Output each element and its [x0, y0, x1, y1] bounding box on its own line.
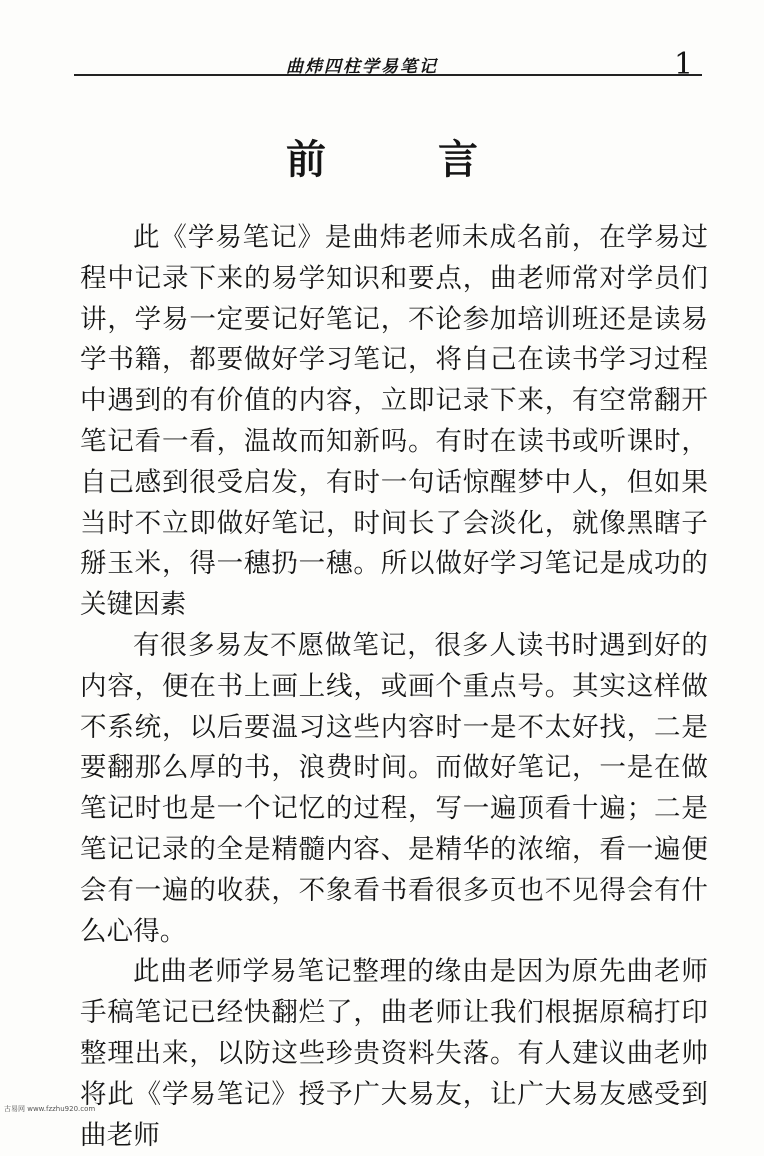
page-number: 1: [674, 47, 694, 82]
running-header-title: 曲炜四柱学易笔记: [286, 57, 438, 77]
page-title: 前 言: [286, 137, 514, 183]
paragraph-1: 此《学易笔记》是曲炜老师未成名前，在学易过程中记录下来的易学知识和要点，曲老师常对学员们讲，学易一定要记好笔记，不论参加培训班还是读易学书籍，都要做好学习笔记，将自己在读书学习过程中遇到的有价值的内容，立即记录下来，有空常翻开笔记看一看，温故而知新吗。有时在读书或听课时，自己感到很受启发，有时一句话惊醒梦中人，但如果当时不立即做好笔记，时间长了会淡化，就像黑瞎子掰玉米，得一穗扔一穗。所以做好学习笔记是成功的关键因素: [80, 222, 708, 621]
paragraph-2: 有很多易友不愿做笔记，很多人读书时遇到好的内容，便在书上画上线，或画个重点号。其实这样做不系统，以后要温习这些内容时一是不太好找，二是要翻那么厚的书，浪费时间。而做好笔记，一是在做笔记时也是一个记忆的过程，写一遍顶看十遍；二是笔记记录的全是精髓内容、是精华的浓缩，看一遍便会有一遍的收获，不象看书看很多页也不见得会有什么心得。: [80, 629, 708, 947]
footer-watermark: 古易网 www.fzzhu920.com: [4, 1105, 96, 1113]
body-text: [80, 218, 708, 1156]
header-divider: [74, 74, 702, 76]
paragraph-3: 此曲老师学易笔记整理的缘由是因为原先曲老师手稿笔记已经快翻烂了，曲老师让我们根据原稿打印整理出来，以防这些珍贵资料失落。有人建议曲老帅将此《学易笔记》授予广大易友，让广大易友感受到曲老师: [80, 956, 708, 1151]
